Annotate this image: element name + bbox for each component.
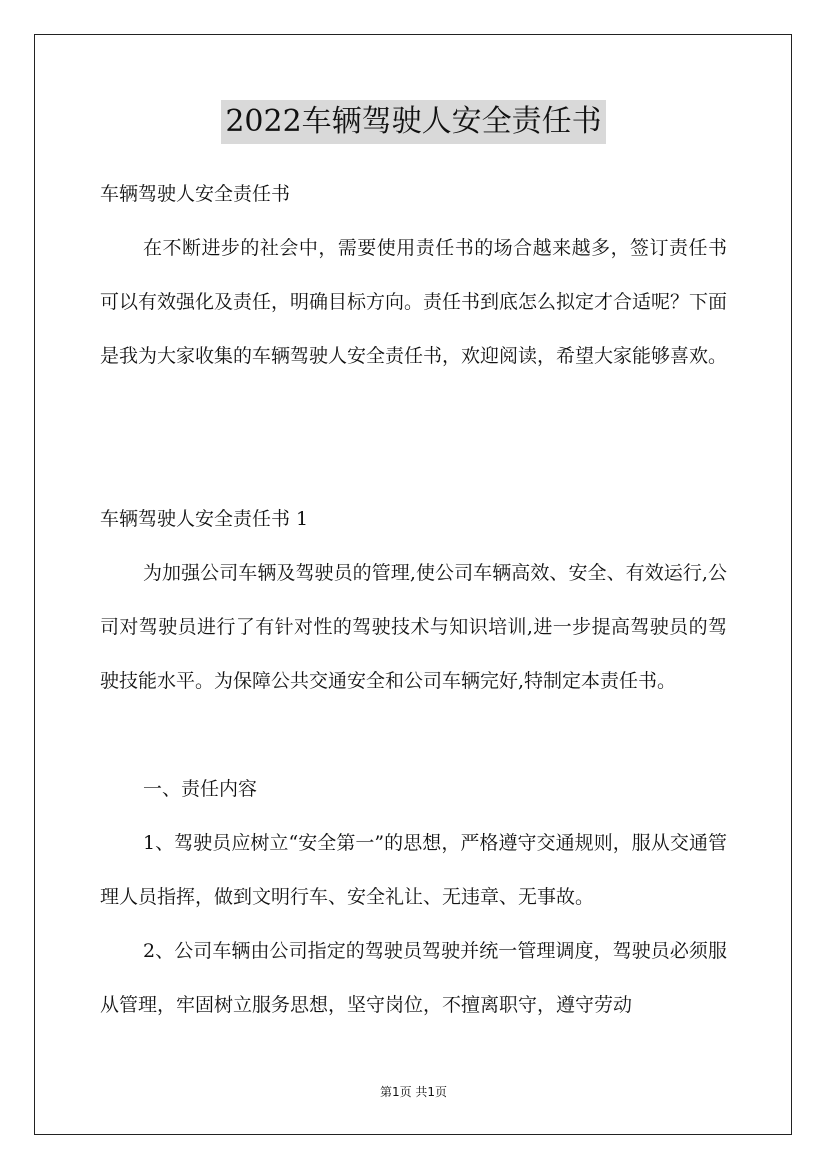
section-heading: 车辆驾驶人安全责任书 1 (100, 508, 309, 530)
intro-paragraph: 在不断进步的社会中，需要使用责任书的场合越来越多，签订责任书可以有效强化及责任，明确目标方向。责任书到底怎么拟定才合适呢？下面是我为大家收集的车辆驾驶人安全责任书，欢迎阅读，希望大家能够喜欢。 (100, 237, 728, 367)
list-item-1: 1、驾驶员应树立“安全第一”的思想，严格遵守交通规则，服从交通管理人员指挥，做到文明行车、安全礼让、无违章、无事故。 (100, 832, 727, 908)
list-item-2: 2、公司车辆由公司指定的驾驶员驾驶并统一管理调度，驾驶员必须服从管理，牢固树立服务思想，坚守岗位，不擅离职守，遵守劳动 (100, 940, 727, 1016)
document-title-text: 2022车辆驾驶人安全责任书 (221, 100, 605, 144)
document-title (0, 100, 827, 144)
part-heading: 一、责任内容 (143, 778, 258, 800)
section-intro-paragraph: 为加强公司车辆及驾驶员的管理,使公司车辆高效、安全、有效运行,公司对驾驶员进行了有针对性的驾驶技术与知识培训,进一步提高驾驶员的驾驶技能水平。为保障公共交通安全和公司车辆完好,特制定本责任书。 (100, 562, 727, 692)
page-footer: 第1页 共1页 (379, 1085, 448, 1099)
document-subtitle: 车辆驾驶人安全责任书 (100, 183, 291, 205)
